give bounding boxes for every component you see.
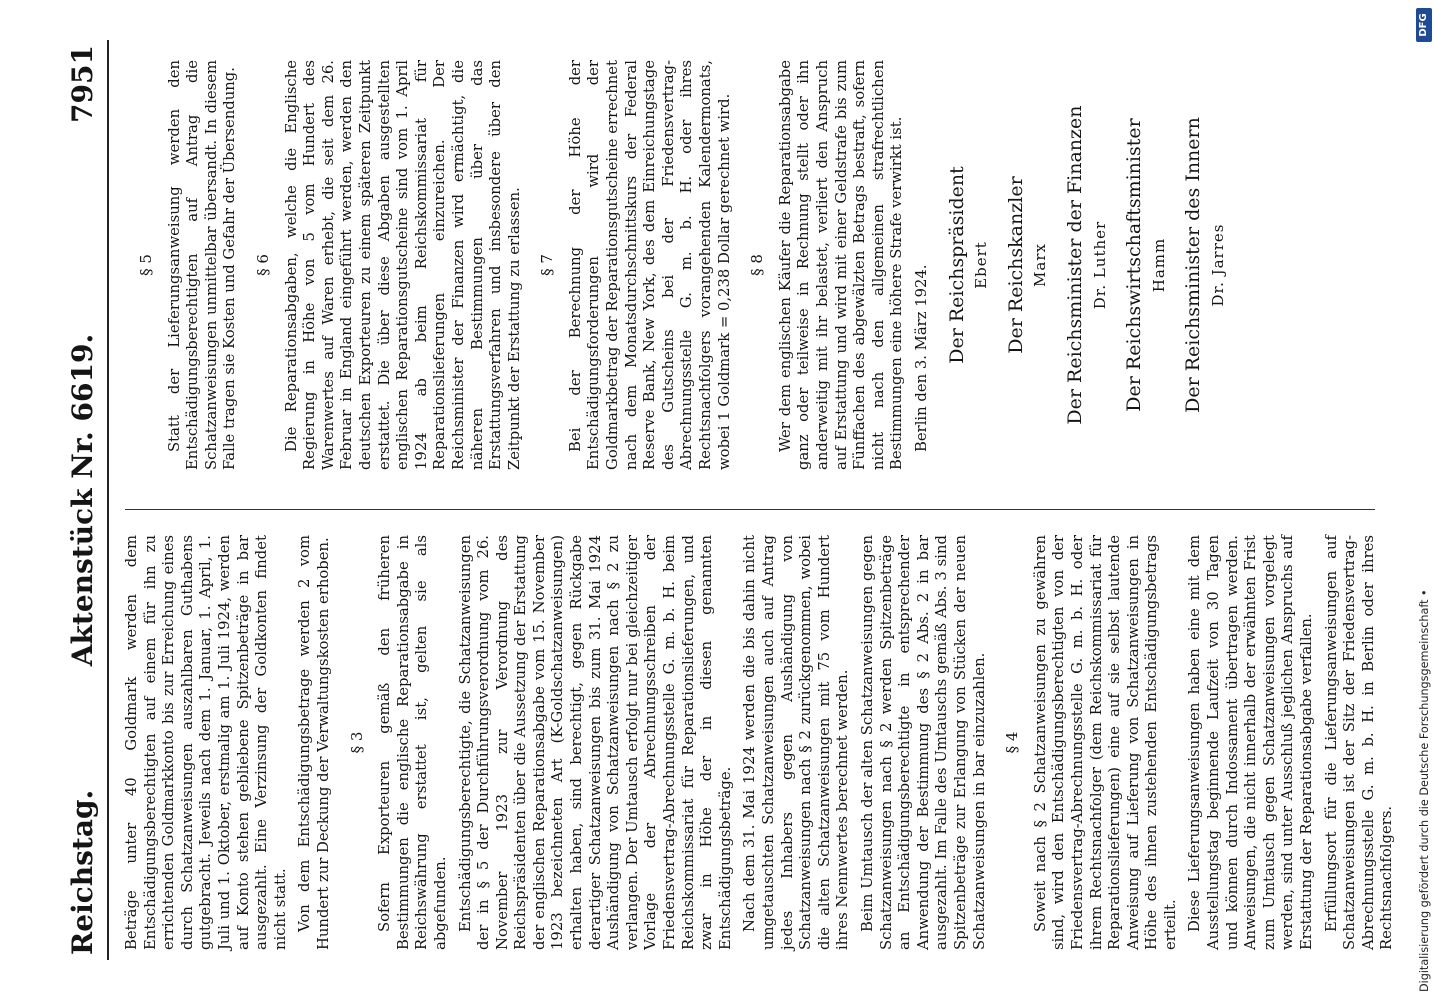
paragraph: Beträge unter 40 Goldmark werden dem Entschädigungsberechtigten auf einem für ihn zu errichtenden Goldmarkkonto bis zur Erreichung eines durch Schatzanweisungen auszahlbaren Guthabens gutgebracht. Jeweils nach dem 1. Januar, 1. April, 1. Juli und 1. Oktober, erstmalig am 1. Juli 1924, werden auf Konto stehen gebliebene Spitzenbeträge in bar ausgezahlt. Eine Verzinsung der Goldkonten findet nicht statt. xyxy=(123,535,289,950)
header-rule xyxy=(107,40,109,960)
paragraph: Diese Lieferungsanweisungen haben eine mit dem Ausstellungstag beginnende Laufzeit von 30 Tagen und können durch Indossament übertragen werden. Anweisungen, die nicht innerhalb der erwähnten Frist zum Umtausch gegen Schatzanweisungen vorgelegt werden, sind unter Ausschluß jeglichen Anspruchs auf Erstattung der Reparationsabgabe verfallen. xyxy=(1186,535,1316,950)
signature-title: Der Reichsminister des Innern xyxy=(1182,117,1205,413)
signature-name: Dr. Luther xyxy=(1090,220,1109,310)
dfg-logo: DFG xyxy=(1416,8,1432,42)
section-heading: § 7 xyxy=(538,254,557,276)
right-column xyxy=(123,60,1234,470)
paragraph: Entschädigungsberechtigte, die Schatzanweisungen der in § 5 der Durchführungsverordnung vom 26. November 1923 zur Verordnung des Reichspräsidenten über die Aussetzung der Erstattung der englischen Reparationsabgabe vom 15. November 1923 bezeichneten Art (K-Goldschatzanweisungen) erhalten haben, sind berechtigt, gegen Rückgabe derartiger Schatzanweisungen bis zum 31. Mai 1924 Aushändigung von Schatzanweisungen nach § 2 zu verlangen. Der Umtausch erfolgt nur bei gleichzeitiger Vorlage der Abrechnungsschreiben der Friedensvertrag-Abrechnungsstelle G. m. b. H. beim Reichskommissariat für Reparationslieferungen, und zwar in Höhe der in diesen genannten Entschädigungsbeträge. xyxy=(456,535,734,950)
header-left: Reichstag. xyxy=(66,789,99,955)
header-title: Aktenstück Nr. 6619. xyxy=(66,333,99,667)
section-heading: § 4 xyxy=(1003,731,1022,754)
signature-name: Hamm xyxy=(1149,237,1168,293)
paragraph: Sofern Exporteuren gemäß den früheren Bestimmungen die englische Reparationsabgabe in Reichswährung erstattet ist, gelten sie als abgefunden. xyxy=(376,535,449,950)
section-heading: § 5 xyxy=(137,254,155,276)
paragraph: Die Reparationsabgaben, welche die Englische Regierung in Höhe von 5 vom Hundert des Warenwertes auf Waren erhebt, die seit dem 26. Februar in England eingeführt werden, werden den deutschen Exporteuren zu einem späteren Zeitpunkt erstattet. Die über diese Abgaben ausgestellten englischen Reparationsgutscheine sind vom 1. April 1924 ab beim Reichskommissariat für Reparationslieferungen einzureichen. Der Reichsminister der Finanzen wird ermächtigt, die näheren Bestimmungen über das Erstattungsverfahren und insbesondere über den Zeitpunkt der Erstattung zu erlassen. xyxy=(282,60,523,470)
paragraph: Erfüllungsort für die Lieferungsanweisungen auf Schatzanweisungen ist der Sitz der Friedensvertrag-Abrechnungsstelle G. m. b. H. in Berlin oder ihres Rechtsnachfolgers. xyxy=(1322,535,1396,950)
paragraph: Nach dem 31. Mai 1924 werden die bis dahin nicht umgetauschten Schatzanweisungen auch auf Antrag jedes Inhabers gegen Aushändigung von Schatzanweisungen nach § 2 zurückgenommen, wobei die alten Schatzanweisungen mit 75 vom Hundert ihres Nennwertes berechnet werden. xyxy=(741,535,852,950)
column-divider xyxy=(125,509,1375,510)
signature-title: Der Reichskanzler xyxy=(1004,176,1027,354)
signature-name: Marx xyxy=(1031,243,1050,287)
credit-text: Digitalisierung gefördert durch die Deutsche Forschungsgemeinschaft • xyxy=(1418,589,1431,992)
section-heading: § 3 xyxy=(347,731,366,754)
signature-name: Dr. Jarres xyxy=(1208,223,1227,307)
paragraph: Beim Umtausch der alten Schatzanweisungen gegen Schatzanweisungen nach § 2 werden Spitzenbeträge an Entschädigungsberechtigte in entsprechender Anwendung der Bestimmung des § 2 Abs. 2 in bar ausgezahlt. Im Falle des Umtauschs gemäß Abs. 3 sind Spitzenbeträge zur Erlangung von Stücken der neuen Schatzanweisungen in bar einzuzahlen. xyxy=(858,535,988,950)
document-page xyxy=(45,35,1415,985)
section-heading: § 6 xyxy=(253,254,272,276)
signature-title: Der Reichsminister der Finanzen xyxy=(1063,105,1086,425)
signature-block xyxy=(945,60,1228,470)
page-number: 7951 xyxy=(66,45,99,123)
signature-name: Ebert xyxy=(972,241,991,289)
signature-title: Der Reichspräsident xyxy=(945,166,968,364)
paragraph: Soweit nach § 2 Schatzanweisungen zu gewähren sind, wird den Entschädigungsberechtigten von der Friedensvertrag-Abrechnungsstelle G. m. b. H. oder ihrem Rechtsnachfolger (dem Reichskommissariat für Reparationslieferungen) eine auf sie selbst lautende Anweisung auf Lieferung von Schatzanweisungen in Höhe des ihnen zustehenden Entschädigungsbetrags erteilt. xyxy=(1031,535,1179,950)
paragraph: Statt der Lieferungsanweisung werden den Entschädigungsberechtigten auf Antrag die Schatzanweisungen unmittelbar übersandt. In diesem Falle tragen sie Kosten und Gefahr der Übersendung. xyxy=(165,60,239,470)
page-header xyxy=(63,45,103,955)
section-heading: § 8 xyxy=(748,254,767,276)
left-column xyxy=(123,535,1403,950)
digitization-credit xyxy=(1412,12,1434,992)
paragraph: Wer dem englischen Käufer die Reparationsabgabe ganz oder teilweise in Rechnung stellt oder ihn anderweitig mit ihr belastet, verliert den Anspruch auf Erstattung und wird mit einer Geldstrafe bis zum Fünffachen des abgewälzten Betrags bestraft, sofern nicht nach den allgemeinen strafrechtlichen Bestimmungen eine höhere Strafe verwirkt ist. xyxy=(776,60,906,470)
signature-title: Der Reichswirtschaftsminister xyxy=(1123,118,1146,412)
paragraph: Bei der Berechnung der Höhe der Entschädigungsforderungen wird der Goldmarkbetrag der Reparationsgutscheine errechnet nach dem Monatsdurchschnittskurs der Federal Reserve Bank, New York, des dem Einreichungstage des Gutscheins bei der Friedensvertrag-Abrechnungsstelle G. m. b. H. oder ihres Rechtsnachfolgers vorangehenden Kalendermonats, wobei 1 Goldmark = 0,238 Dollar gerechnet wird. xyxy=(566,60,733,470)
place-date: Berlin den 3. März 1924. xyxy=(912,264,930,452)
paragraph: Von dem Entschädigungsbetrage werden 2 vom Hundert zur Deckung der Verwaltungskosten erhoben. xyxy=(296,535,332,950)
